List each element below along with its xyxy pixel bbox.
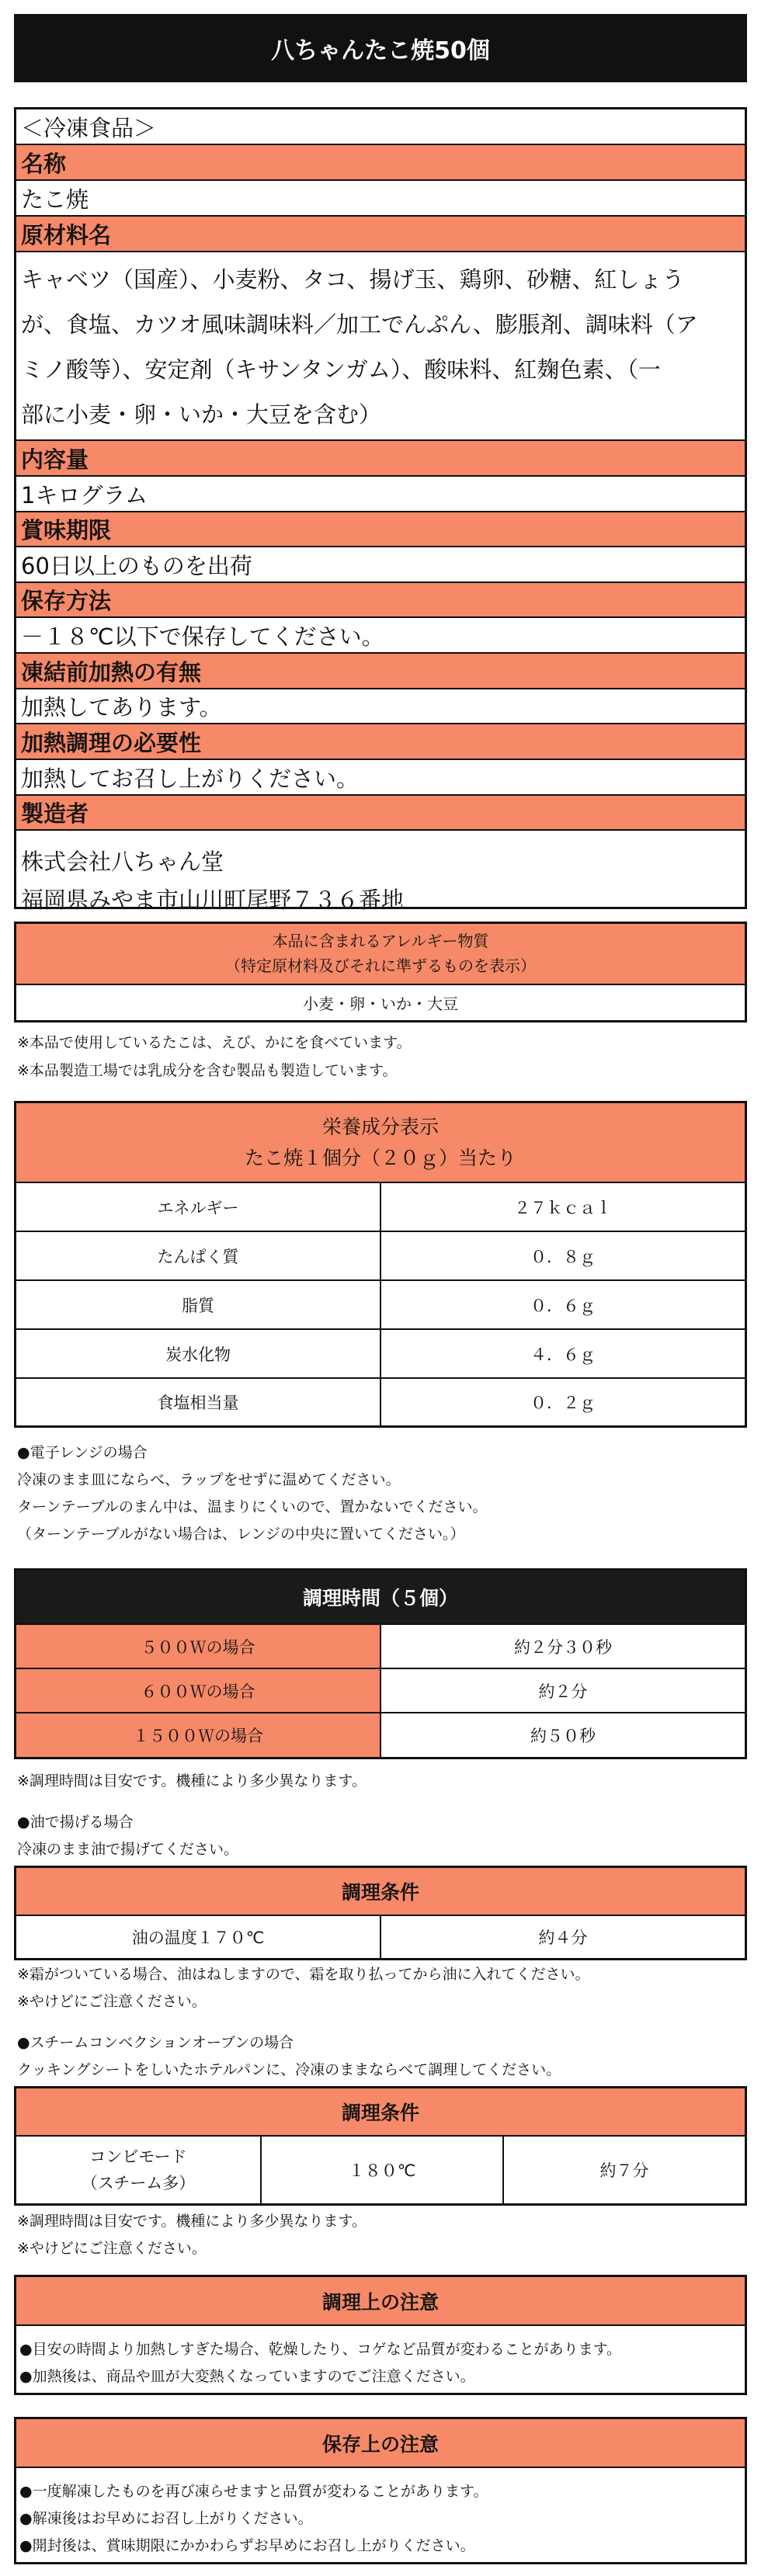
- allergy-note: ※本品製造工場では乳成分を含む製品も製造しています。: [17, 1062, 398, 1079]
- fry-note: ※やけどにご注意ください。: [17, 1993, 207, 2010]
- ingredients-heading: 原材料名: [16, 217, 745, 252]
- nutrition-label: 食塩相当量: [157, 1394, 239, 1412]
- content-value: 1キログラム: [16, 477, 745, 512]
- maker-name: 株式会社八ちゃん堂: [21, 849, 224, 875]
- steam-note: ※調理時間は目安です。機種により多少異なります。: [17, 2213, 367, 2230]
- fry-table-title: 調理条件: [16, 1868, 745, 1915]
- nutrition-value: ２７ｋｃａｌ: [514, 1198, 612, 1217]
- maker-heading: 製造者: [16, 796, 745, 831]
- allergy-header: [16, 924, 745, 985]
- allergy-subtitle: （特定原材料及びそれに準ずるものを表示）: [225, 956, 536, 975]
- steam-line: クッキングシートをしいたホテルパンに、冷凍のままならべて調理してください。: [17, 2061, 561, 2078]
- category-row: ＜冷凍食品＞: [16, 109, 745, 145]
- storage-caution-line: ●解凍後はお早めにお召し上がりください。: [19, 2510, 313, 2527]
- ingredients-line: ミノ酸等）、安定剤（キサンタンガム）、酸味料、紅麹色素、（一: [21, 356, 661, 383]
- allergy-table: [14, 922, 747, 1022]
- content-heading: 内容量: [16, 441, 745, 477]
- fry-heading: ●油で揚げる場合: [17, 1814, 134, 1831]
- nutrition-value: ０．６ｇ: [530, 1296, 596, 1315]
- product-label-table: [14, 107, 747, 913]
- cook-need-value: 加熱してお召し上がりください。: [16, 760, 745, 796]
- maker-address: 福岡県みやま市山川町尾野７３６番地: [21, 887, 405, 913]
- microwave-line: 冷凍のまま皿にならべ、ラップをせずに温めてください。: [17, 1471, 401, 1488]
- microwave-wattage: ６００Ｗの場合: [16, 1669, 380, 1712]
- steam-condition-table: [14, 2086, 747, 2206]
- steam-temperature: １８０℃: [348, 2161, 416, 2180]
- expiry-heading: 賞味期限: [16, 512, 745, 547]
- microwave-table-title: 調理時間（５個）: [16, 1571, 745, 1623]
- name-heading: 名称: [16, 145, 745, 181]
- cook-need-heading: 加熱調理の必要性: [16, 724, 745, 760]
- fry-time: 約４分: [538, 1929, 588, 1947]
- steam-mode-line: （スチーム多）: [81, 2174, 196, 2192]
- microwave-time: 約２分: [538, 1682, 588, 1701]
- cooking-caution-box: [14, 2275, 747, 2395]
- microwave-time: 約２分３０秒: [514, 1637, 612, 1657]
- fry-note: ※霜がついている場合、油はねしますので、霜を取り払ってから油に入れてください。: [17, 1966, 590, 1983]
- ingredients-line: キャベツ（国産）、小麦粉、タコ、揚げ玉、鶏卵、砂糖、紅しょう: [21, 266, 685, 293]
- microwave-line: ターンテーブルのまん中は、温まりにくいので、置かないでください。: [17, 1498, 488, 1515]
- cooking-caution-line: ●加熱後は、商品や皿が大変熱くなっていますのでご注意ください。: [19, 2368, 475, 2385]
- nutrition-value: ０．８ｇ: [530, 1247, 596, 1266]
- nutrition-label: エネルギー: [157, 1198, 239, 1217]
- storage-heading: 保存方法: [16, 583, 745, 618]
- nutrition-value: ０．２ｇ: [530, 1394, 596, 1412]
- microwave-note: ※調理時間は目安です。機種により多少異なります。: [17, 1772, 367, 1790]
- steam-mode-line: コンビモード: [89, 2147, 187, 2166]
- allergy-items: 小麦・卵・いか・大豆: [303, 995, 458, 1013]
- microwave-time-table: [14, 1568, 747, 1759]
- storage-caution-line: ●開封後は、賞味期限にかかわらずお早めにお召し上がりください。: [19, 2537, 475, 2554]
- nutrition-label: 脂質: [182, 1296, 214, 1315]
- name-value: たこ焼: [16, 181, 745, 217]
- preheat-heading: 凍結前加熱の有無: [16, 654, 745, 689]
- storage-caution-line: ●一度解凍したものを再び凍らせますと品質が変わることがあります。: [19, 2483, 488, 2500]
- steam-heading: ●スチームコンベクションオーブンの場合: [17, 2034, 294, 2051]
- microwave-line: （ターンテーブルがない場合は、レンジの中央に置いてください。）: [17, 1526, 465, 1543]
- nutrition-header: [16, 1103, 745, 1182]
- cooking-caution-title: 調理上の注意: [16, 2277, 745, 2324]
- microwave-heading: ●電子レンジの場合: [17, 1444, 148, 1461]
- nutrition-subtitle: たこ焼１個分（２０ｇ）当たり: [244, 1146, 516, 1169]
- preheat-value: 加熱してあります。: [16, 689, 745, 724]
- microwave-wattage: １５００Ｗの場合: [16, 1713, 380, 1757]
- maker-value: [16, 831, 745, 913]
- page-title: 八ちゃんたこ焼50個: [14, 14, 747, 82]
- nutrition-title: 栄養成分表示: [321, 1115, 439, 1138]
- fry-temperature: 油の温度１７０℃: [131, 1929, 265, 1947]
- ingredients-line: が、食塩、カツオ風味調味料／加工でんぷん、膨脹剤、調味料（ア: [21, 311, 698, 338]
- fry-condition-table: [14, 1866, 747, 1960]
- steam-note: ※やけどにご注意ください。: [17, 2240, 207, 2257]
- steam-table-title: 調理条件: [16, 2088, 745, 2135]
- steam-mode: [16, 2137, 260, 2203]
- microwave-time: 約５０秒: [530, 1727, 596, 1745]
- nutrition-label: たんぱく質: [157, 1247, 239, 1266]
- allergy-note: ※本品で使用しているたこは、えび、かにを食べています。: [17, 1034, 412, 1051]
- steam-time: 約７分: [599, 2161, 649, 2180]
- expiry-value: 60日以上のものを出荷: [16, 547, 745, 583]
- ingredients-line: 部に小麦・卵・いか・大豆を含む）: [21, 401, 382, 428]
- nutrition-label: 炭水化物: [165, 1345, 231, 1364]
- storage-value: －１８℃以下で保存してください。: [16, 618, 745, 654]
- nutrition-value: ４．６ｇ: [530, 1345, 596, 1364]
- fry-line: 冷凍のまま油で揚げてください。: [17, 1841, 239, 1858]
- microwave-wattage: ５００Ｗの場合: [16, 1625, 380, 1668]
- nutrition-table: [14, 1101, 747, 1428]
- storage-caution-box: [14, 2417, 747, 2564]
- cooking-caution-line: ●目安の時間より加熱しすぎた場合、乾燥したり、コゲなど品質が変わることがあります。: [19, 2341, 622, 2358]
- ingredients-value: [16, 252, 745, 441]
- storage-caution-title: 保存上の注意: [16, 2419, 745, 2467]
- allergy-title: 本品に含まれるアレルギー物質: [272, 932, 489, 950]
